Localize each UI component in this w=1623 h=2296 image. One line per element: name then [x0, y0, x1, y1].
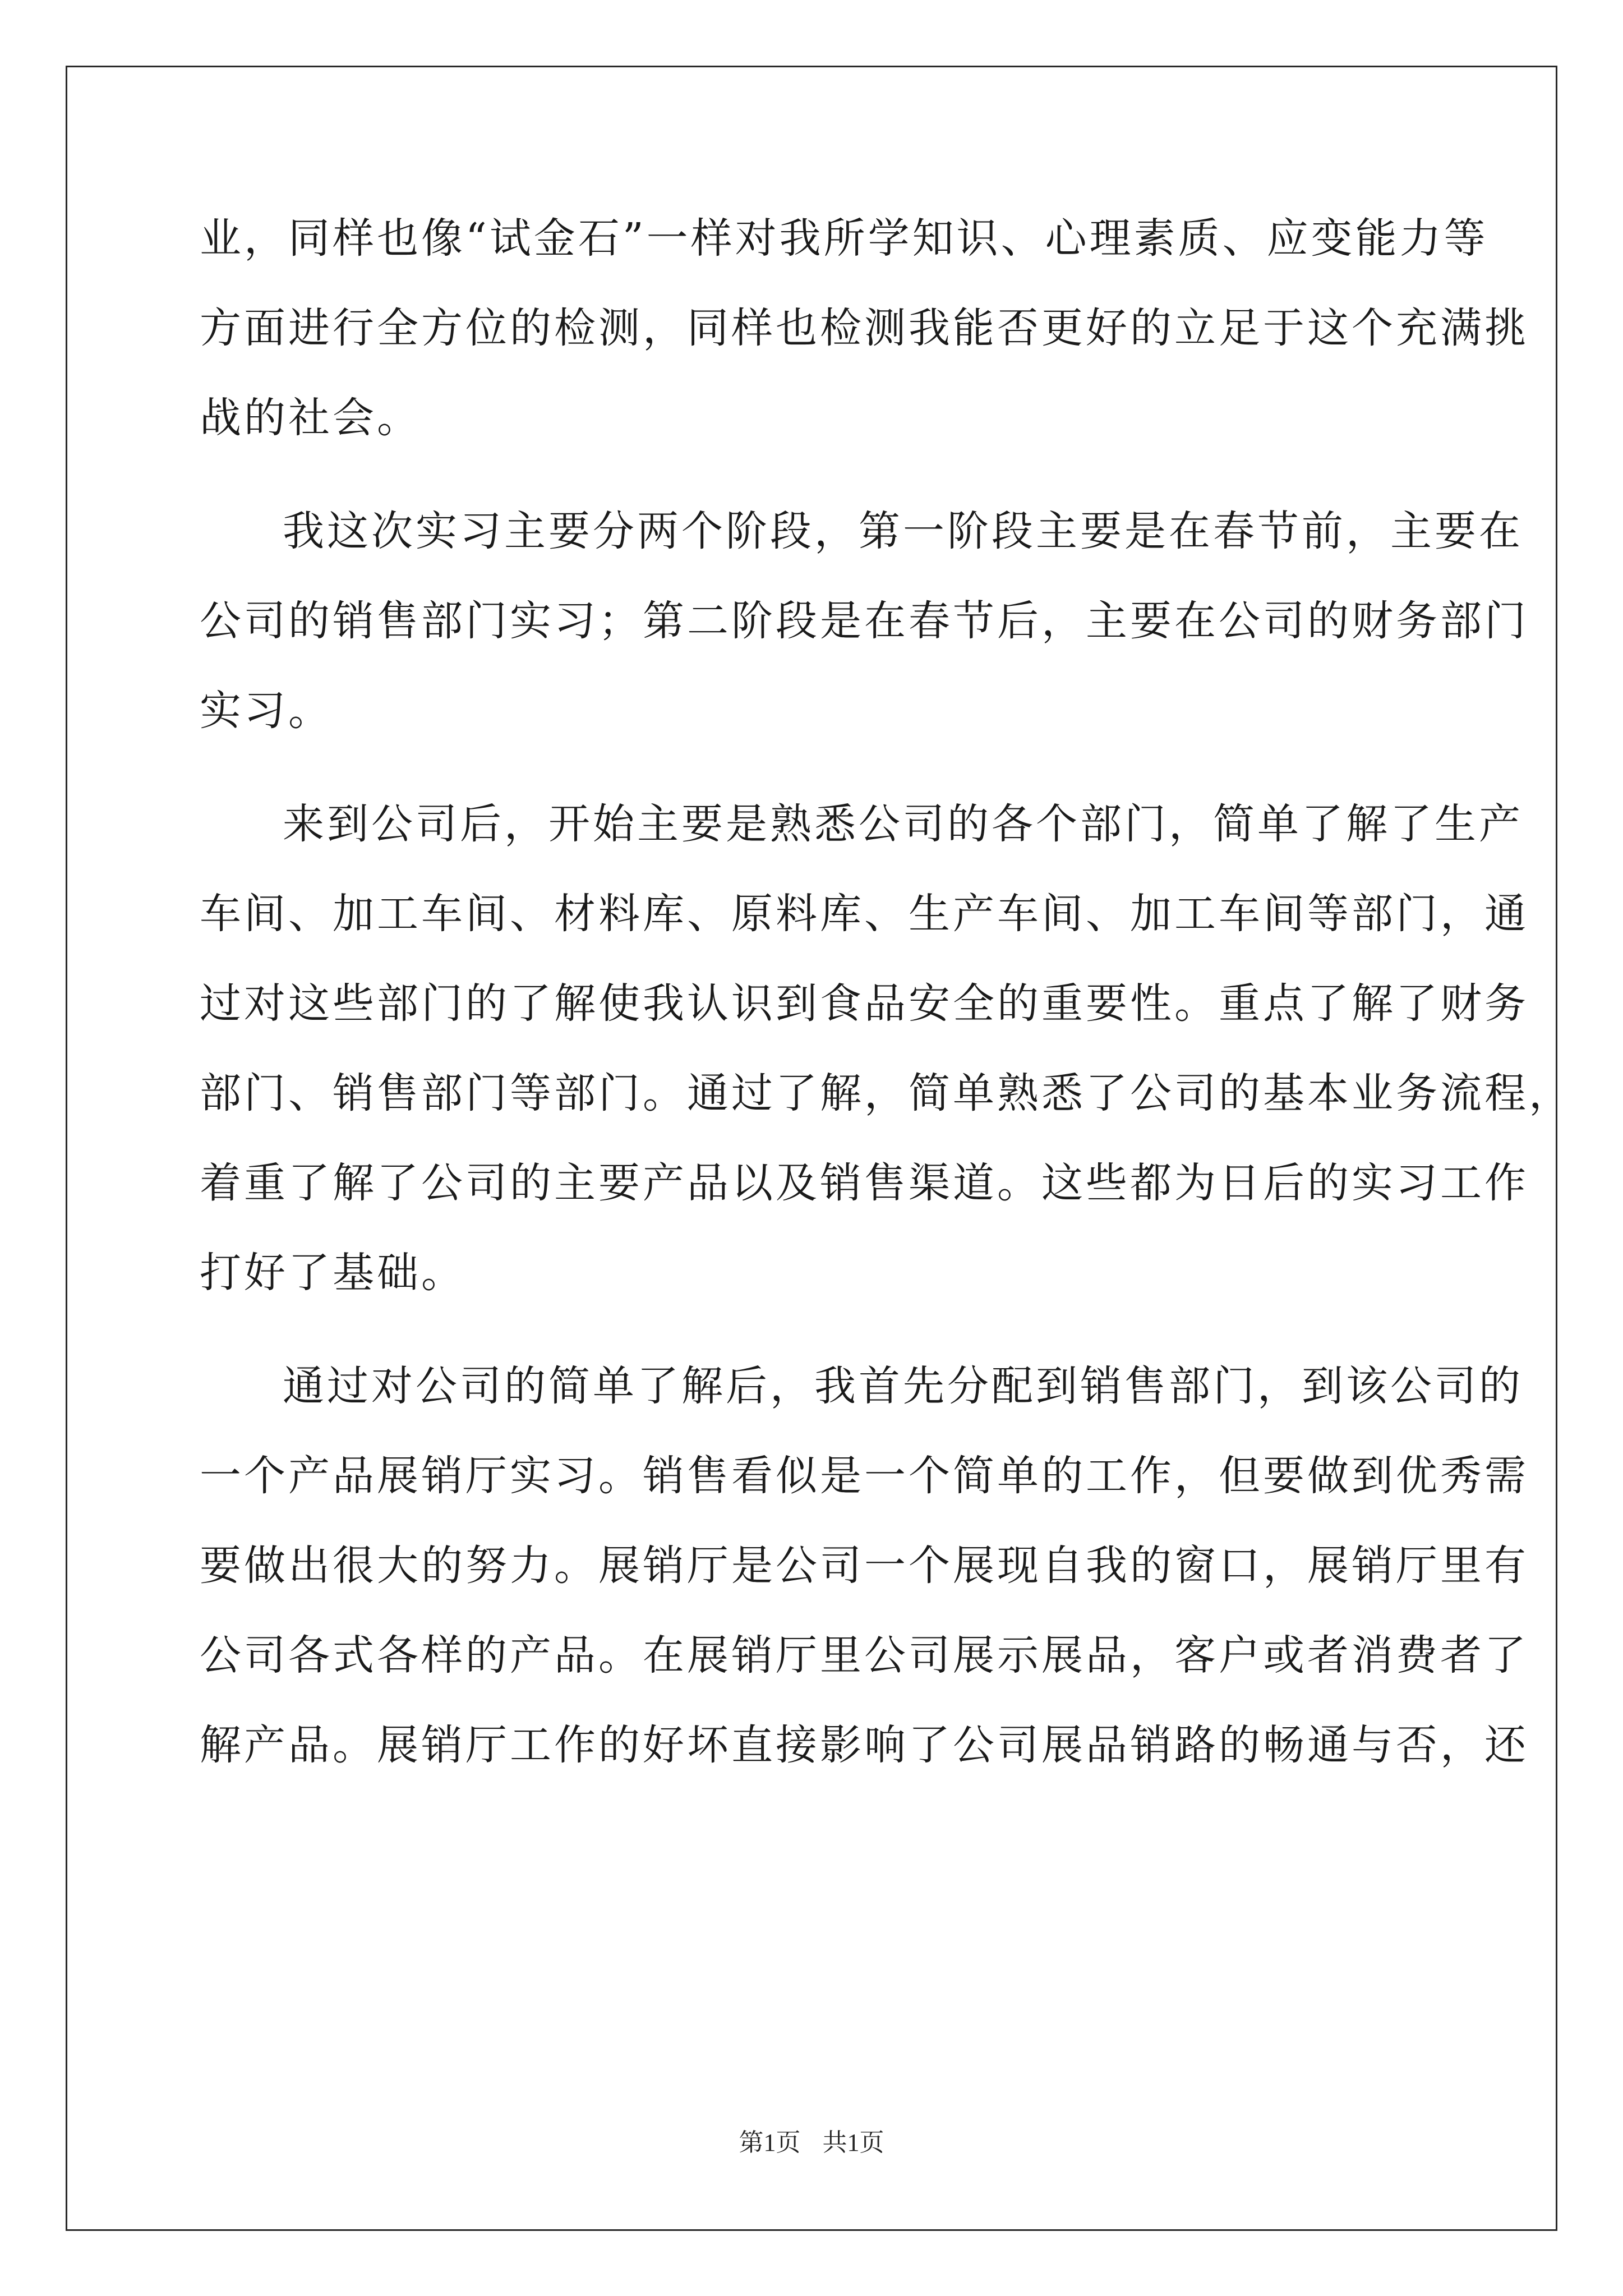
page-number: 第1页 [739, 2129, 801, 2156]
text-line: 战的社会。 [200, 394, 421, 442]
text-line: 解产品。展销厅工作的好坏直接影响了公司展品销路的畅通与否，还 [200, 1721, 1529, 1769]
text-line: 部门、销售部门等部门。通过了解，简单熟悉了公司的基本业务流程， [200, 1069, 1573, 1117]
text-line: 打好了基础。 [200, 1249, 465, 1297]
text-line: 要做出很大的努力。展销厅是公司一个展现自我的窗口，展销厅里有 [200, 1542, 1529, 1590]
page-border [66, 66, 1557, 2231]
paragraph-first-line: 来到公司后，开始主要是熟悉公司的各个部门，简单了解了生产 [283, 800, 1523, 848]
text-line: 业，同样也像“试金石”一样对我所学知识、心理素质、应变能力等 [200, 214, 1488, 263]
paragraph-first-line: 通过对公司的简单了解后，我首先分配到销售部门，到该公司的 [283, 1362, 1523, 1410]
page-footer [0, 2126, 1623, 2160]
text-line: 公司的销售部门实习；第二阶段是在春节后，主要在公司的财务部门 [200, 597, 1529, 645]
text-line: 实习。 [200, 687, 333, 735]
paragraph-first-line: 我这次实习主要分两个阶段，第一阶段主要是在春节前，主要在 [283, 507, 1523, 555]
text-line: 车间、加工车间、材料库、原料库、生产车间、加工车间等部门，通 [200, 890, 1529, 938]
text-line: 一个产品展销厅实习。销售看似是一个简单的工作，但要做到优秀需 [200, 1452, 1529, 1500]
text-line: 方面进行全方位的检测，同样也检测我能否更好的立足于这个充满挑 [200, 304, 1529, 352]
text-line: 公司各式各样的产品。在展销厅里公司展示展品，客户或者消费者了 [200, 1631, 1529, 1680]
text-line: 过对这些部门的了解使我认识到食品安全的重要性。重点了解了财务 [200, 979, 1529, 1028]
text-line: 着重了解了公司的主要产品以及销售渠道。这些都为日后的实习工作 [200, 1159, 1529, 1207]
page-total: 共1页 [822, 2129, 884, 2156]
